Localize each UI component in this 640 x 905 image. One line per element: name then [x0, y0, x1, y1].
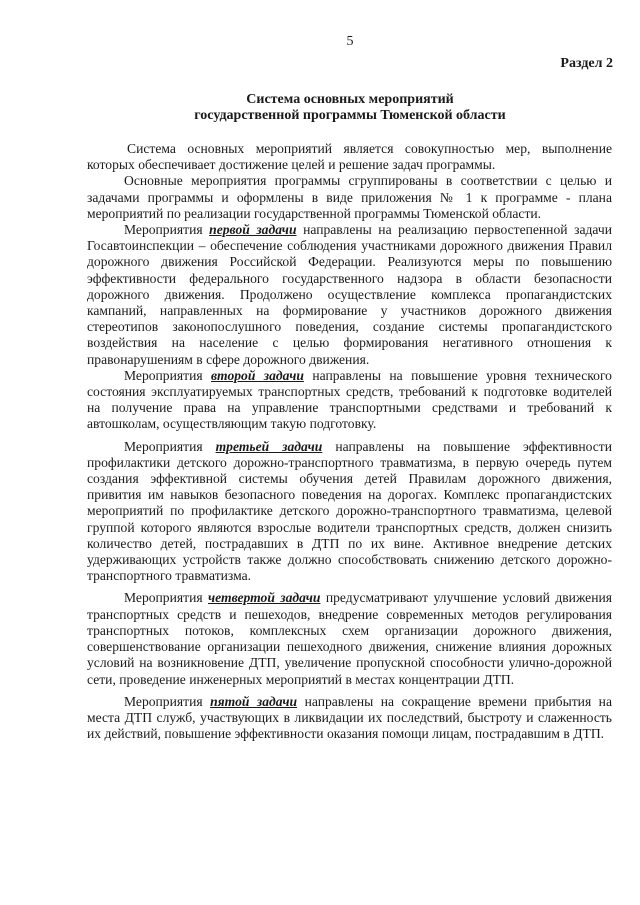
paragraph-lead: Мероприятия: [124, 222, 203, 238]
paragraph-text: предусматривают улучшение условий движения транспортных средств и пешеходов, внедрение современных методов регулирования транспортных потоков, комплексных схем организации дорожного движения, совершенствование организации пешеходного движения, снижение влияния дорожных условий на возникновение ДТП, увеличение пропускной способности улично-дорожной сети, проведение инженерных мероприятий в местах концентрации ДТП.: [87, 590, 613, 687]
task-name-emphasis: второй задачи: [210, 367, 304, 383]
paragraph-lead: Мероприятия: [124, 367, 203, 383]
paragraph-task-4: [87, 590, 612, 687]
paragraph-lead: Мероприятия: [124, 693, 203, 709]
paragraph-task-5: [87, 694, 612, 743]
paragraph-text: направлены на повышение эффективности профилактики детского дорожно-транспортного травматизма, в первую очередь путем создания эффективной системы обучения детей Правилам дорожного движения, привития им навыков безопасного поведения на дорогах. Комплекс пропагандистских мероприятий по профилактике детского дорожно-транспортного травматизма, целевой группой которого являются взрослые водители транспортных средств, должен снизить количество детей, пострадавших в ДТП по их вине. Активное внедрение детских удерживающих устройств также должно способствовать снижению детского дорожно-транспортного травматизма.: [87, 438, 613, 584]
page-number: 5: [346, 34, 354, 49]
task-name-emphasis: четвертой задачи: [208, 590, 321, 606]
paragraph-grouping: [87, 173, 612, 222]
section-label: Раздел 2: [560, 56, 613, 71]
paragraph-text: Основные мероприятия программы сгруппированы в соответствии с целью и задачами программы и оформлены в виде приложения № 1 к программе - плана мероприятий по реализации государственной программы Тюменской области.: [87, 173, 612, 221]
document-title-line-1: Система основных мероприятий: [246, 92, 454, 107]
paragraph-intro: [87, 141, 612, 173]
document-body: [87, 141, 612, 742]
paragraph-text: направлены на повышение уровня технического состояния эксплуатируемых транспортных средств, требований к подготовке водителей на получение права на управление транспортными средствами и требований к автошколам, осуществляющим такую подготовку.: [87, 367, 612, 432]
paragraph-text: Система основных мероприятий является совокупностью мер, выполнение которых обеспечивает достижение целей и решение задач программы.: [87, 141, 612, 173]
paragraph-task-3: [87, 439, 612, 585]
task-name-emphasis: первой задачи: [209, 222, 297, 238]
task-name-emphasis: третьей задачи: [215, 438, 323, 454]
paragraph-text: направлены на реализацию первостепенной задачи Госавтоинспекции – обеспечение соблюдения участниками дорожного движения Правил дорожного движения Российской Федерации. Реализуются меры по повышению эффективности федерального государственного надзора в области безопасности дорожного движения. Продолжено осуществление комплекса пропагандистских кампаний, направленных на формирование у участников дорожного движения стереотипов законопослушного поведения, создание системы пропагандистского воздействия на население с целью формирования негативного отношения к правонарушениям в сфере дорожного движения.: [87, 222, 612, 367]
paragraph-lead: Мероприятия: [124, 590, 203, 606]
paragraph-lead: Мероприятия: [124, 438, 203, 454]
paragraph-text: направлены на сокращение времени прибытия на места ДТП служб, участвующих в ликвидации их последствий, быстроту и слаженность их действий, повышение эффективности оказания помощи лицам, пострадавшим в ДТП.: [87, 693, 612, 742]
paragraph-task-2: [87, 368, 612, 433]
paragraph-task-1: [87, 222, 612, 368]
document-title-line-2: государственной программы Тюменской области: [194, 108, 506, 123]
document-title: [0, 92, 640, 124]
task-name-emphasis: пятой задачи: [210, 693, 298, 709]
